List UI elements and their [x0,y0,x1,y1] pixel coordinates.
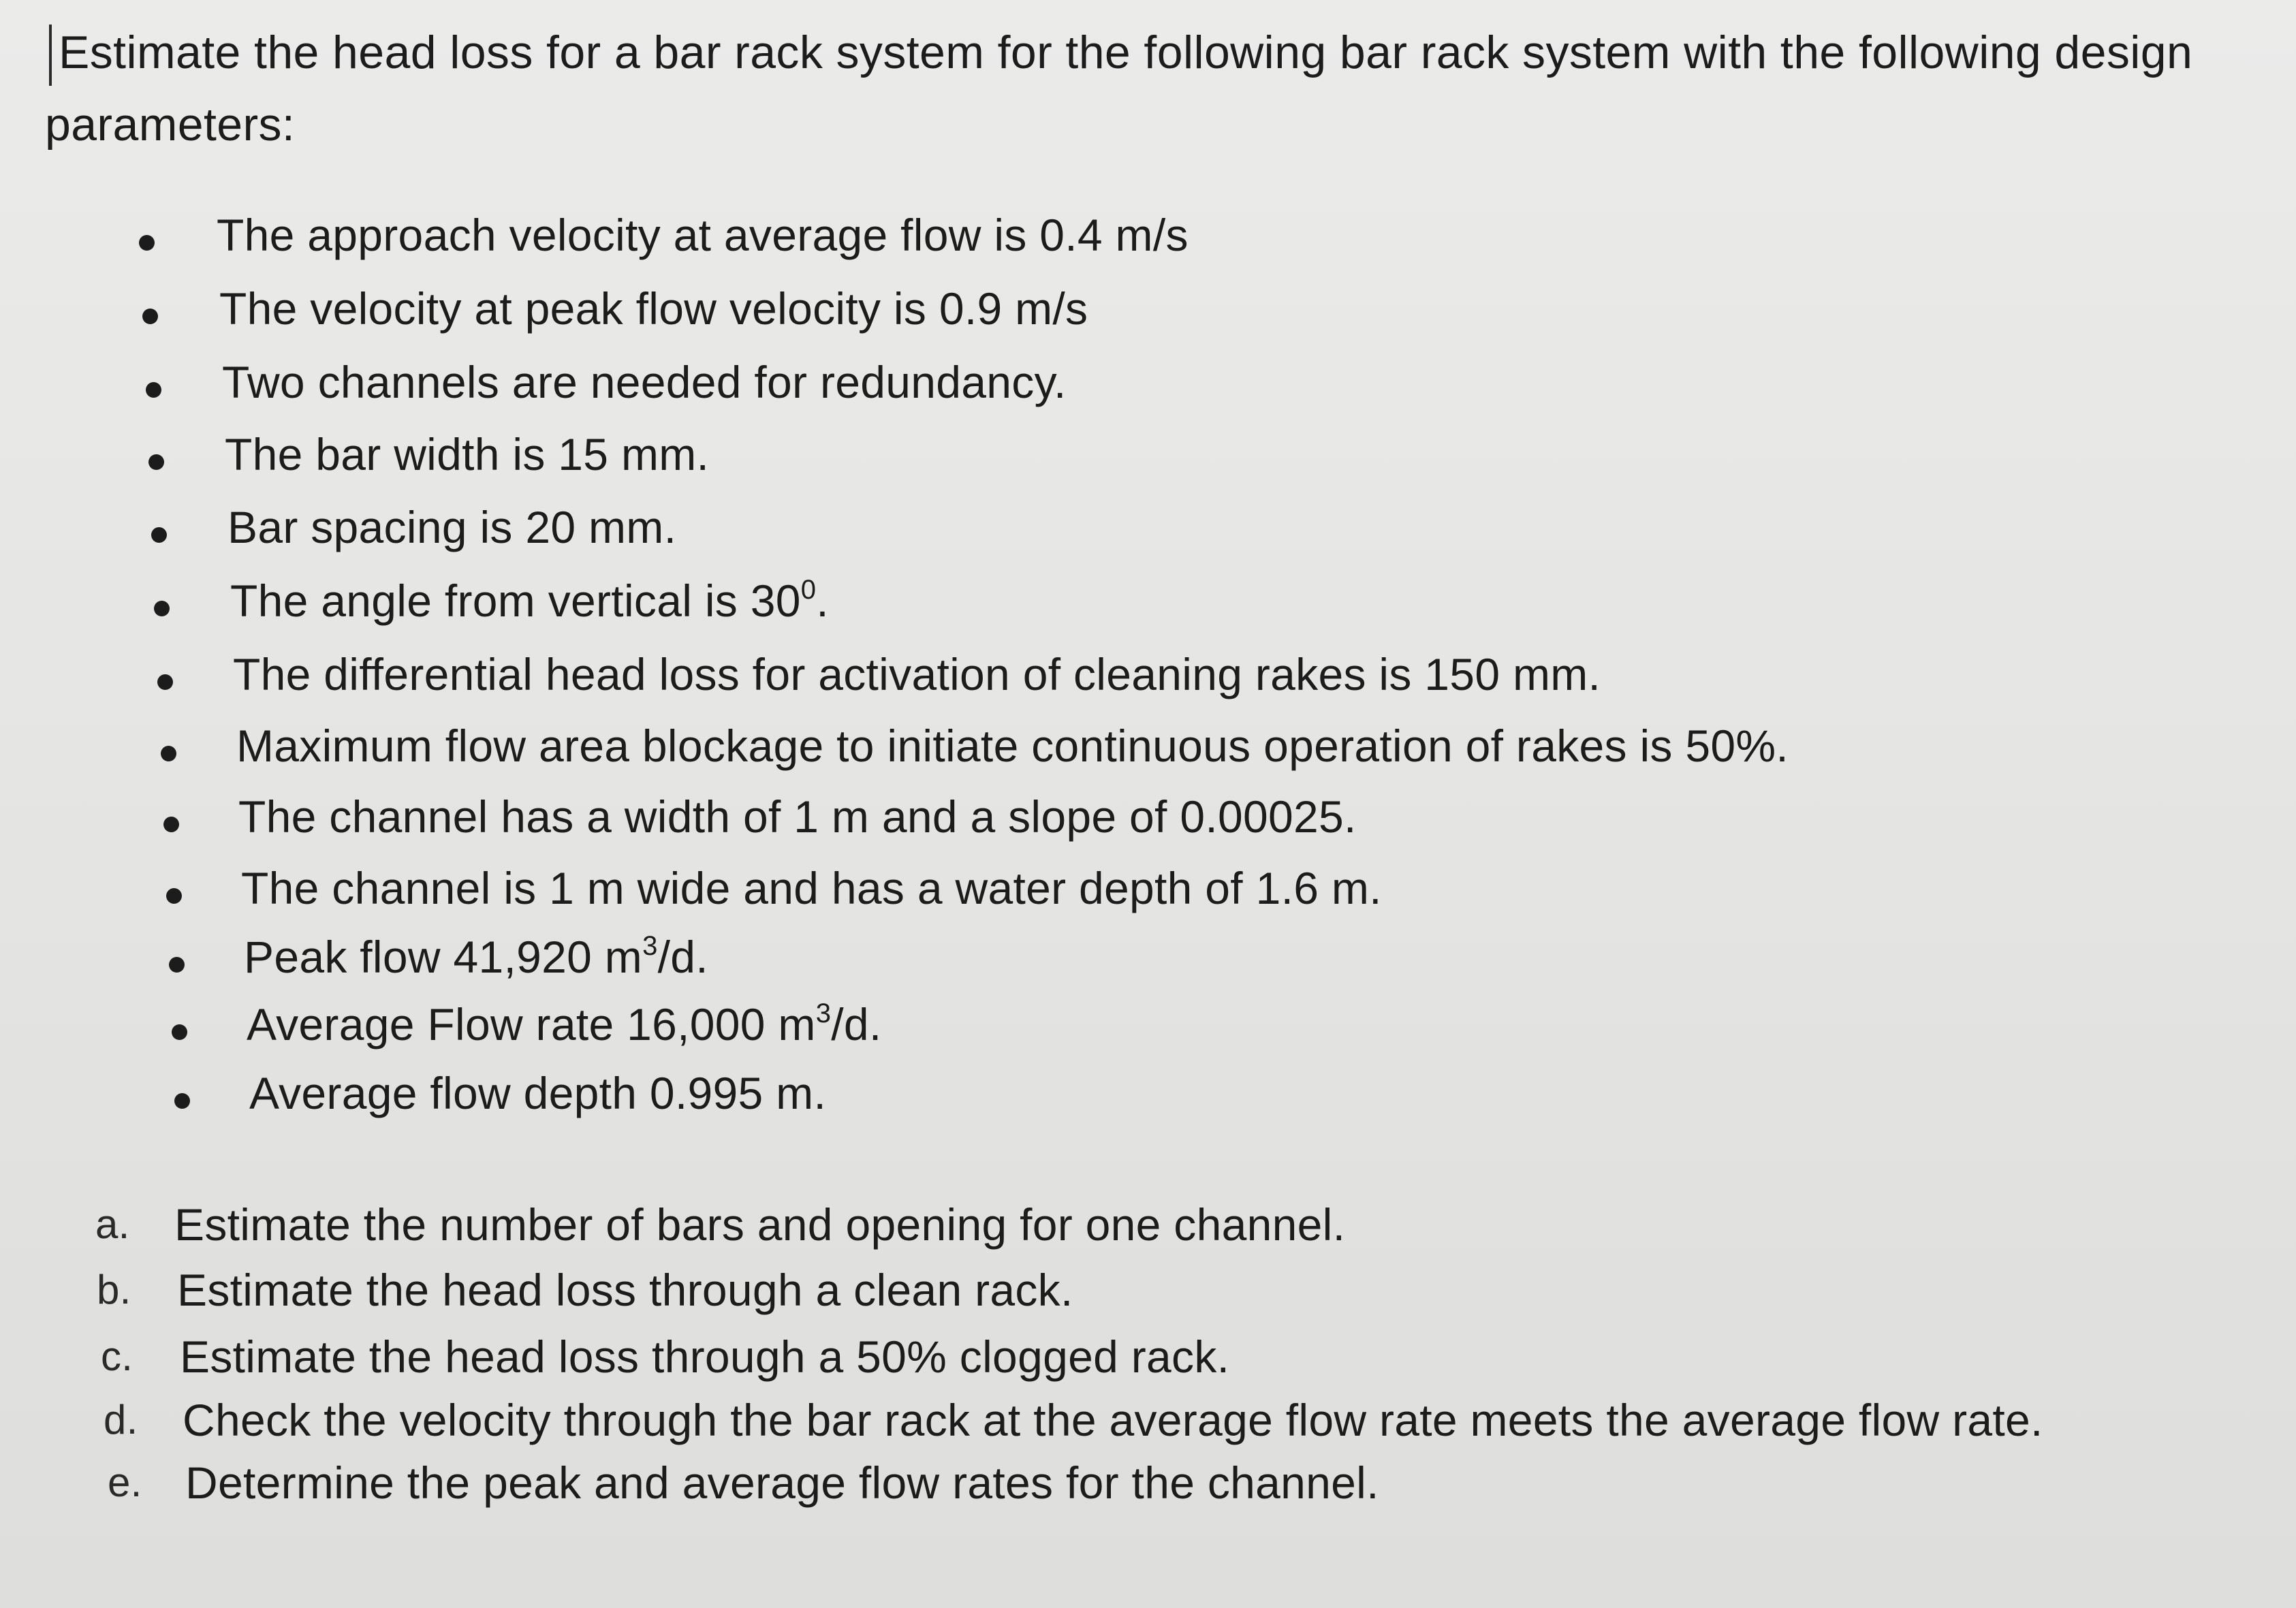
intro-line-2: parameters: [45,99,296,151]
bullet-icon [146,382,161,398]
parameter-item [244,930,708,984]
parameter-text: Bar spacing is 20 mm. [227,502,677,552]
question-text: Check the velocity through the bar rack at the average flow rate meets the average flow rate. [183,1395,2043,1445]
parameter-text: Average Flow rate 16,000 m [247,999,816,1050]
bullet-icon [139,235,155,251]
parameter-text: The approach velocity at average flow is 0.4 m/s [217,210,1189,260]
parameter-text-suffix: . [816,576,829,626]
bullet-icon [174,1093,190,1109]
parameter-text: Maximum flow area blockage to initiate continuous operation of rakes is 50%. [236,721,1789,771]
parameter-item [236,719,1789,773]
parameter-item [230,573,829,628]
parameter-text-suffix: /d. [657,932,708,982]
bullet-icon [163,817,179,832]
question-letter: d. [104,1397,138,1443]
bullet-icon [142,309,158,324]
bullet-icon [154,601,170,616]
intro-line-1: Estimate the head loss for a bar rack system for the following bar rack system with the following design [59,27,2193,78]
parameter-item [217,208,1189,262]
question-letter: c. [101,1334,133,1379]
parameter-text: Peak flow 41,920 m [244,932,643,982]
parameter-item [227,500,676,554]
parameter-item [222,355,1067,409]
question-letter: a. [95,1201,130,1247]
superscript: 3 [815,998,832,1028]
parameter-text: The velocity at peak flow velocity is 0.9 m/s [219,283,1088,334]
parameter-item [249,1066,826,1120]
question-letter: e. [108,1460,142,1505]
bullet-icon [157,674,173,690]
parameter-item [247,997,882,1052]
bullet-icon [148,454,164,470]
intro-paragraph [45,16,2272,161]
parameter-text: The angle from vertical is 30 [230,576,801,626]
bullet-icon [151,527,167,543]
question-text: Determine the peak and average flow rates for the channel. [185,1457,1379,1508]
parameter-text-suffix: /d. [831,999,882,1050]
parameter-item [241,861,1382,915]
parameter-text: Average flow depth 0.995 m. [249,1068,827,1118]
superscript: 0 [800,575,817,605]
parameter-text: Two channels are needed for redundancy. [222,357,1067,407]
bullet-icon [161,746,176,761]
question-text: Estimate the head loss through a clean rack. [177,1265,1073,1315]
parameter-item [233,647,1601,701]
parameter-text: The bar width is 15 mm. [225,429,710,479]
parameter-text: The channel has a width of 1 m and a slope of 0.00025. [238,791,1357,842]
parameter-text: The channel is 1 m wide and has a water depth of 1.6 m. [241,863,1382,913]
parameter-item [219,281,1088,336]
parameter-item [238,789,1357,844]
question-letter: b. [97,1267,131,1312]
bullet-icon [166,888,182,904]
question-text: Estimate the head loss through a 50% clogged rack. [180,1331,1230,1382]
bullet-icon [169,957,185,973]
parameter-text: The differential head loss for activation of cleaning rakes is 150 mm. [233,649,1601,699]
parameter-item [225,427,709,482]
question-text: Estimate the number of bars and opening for one channel. [174,1199,1346,1250]
bullet-icon [172,1024,187,1040]
superscript: 3 [642,931,658,961]
